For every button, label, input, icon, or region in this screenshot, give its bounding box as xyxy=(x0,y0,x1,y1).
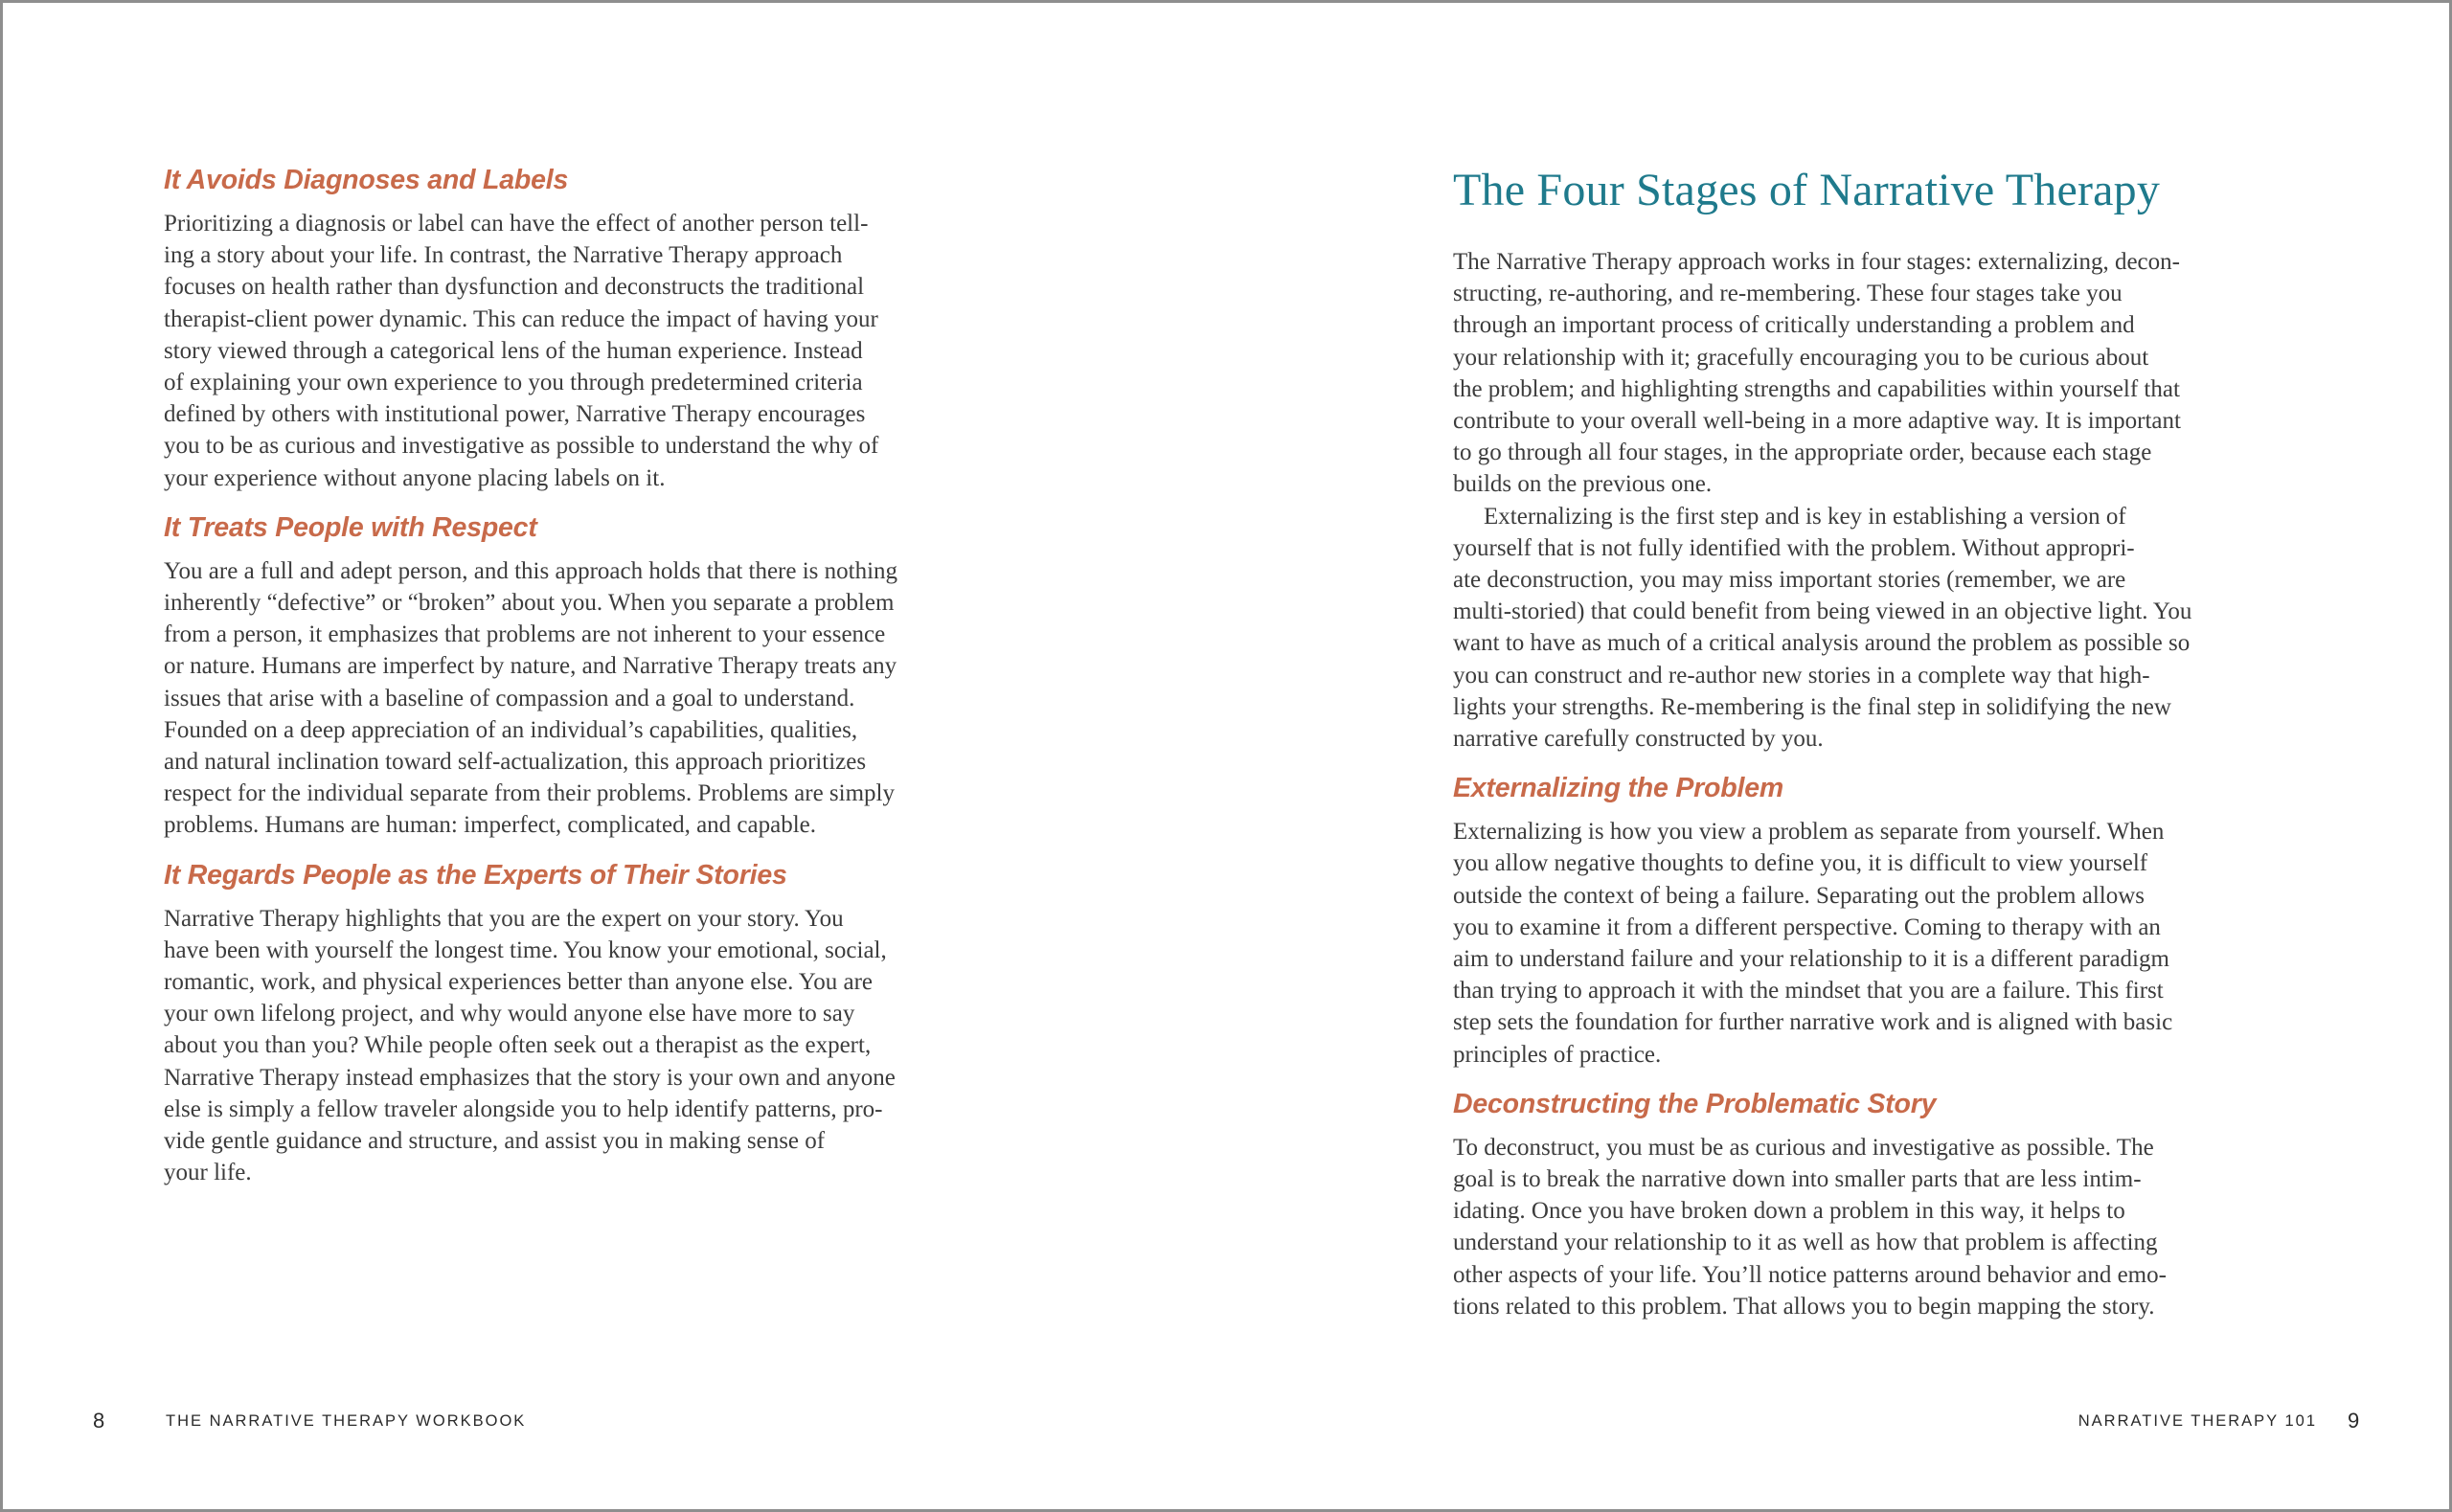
text-line: ing a story about your life. In contrast, the Narrative Therapy approach xyxy=(164,242,843,269)
text-line: structing, re-authoring, and re-membering. These four stages take you xyxy=(1453,281,2123,307)
section-heading: Deconstructing the Problematic Story xyxy=(1453,1088,1937,1119)
text-line: issues that arise with a baseline of compassion and a goal to understand. xyxy=(164,685,855,711)
text-line: vide gentle guidance and structure, and assist you in making sense of xyxy=(164,1128,826,1155)
text-line: have been with yourself the longest time. You know your emotional, social, xyxy=(164,937,887,963)
intro-section xyxy=(1453,246,2286,755)
right-page-content xyxy=(1453,160,2286,1338)
text-line: respect for the individual separate from their problems. Problems are simply xyxy=(164,780,895,807)
text-line: you can construct and re-author new stories in a complete way that high- xyxy=(1453,662,2150,688)
text-line: you to be as curious and investigative as possible to understand the why of xyxy=(164,433,879,460)
section-body xyxy=(164,208,1007,494)
text-line: You are a full and adept person, and this approach holds that there is nothing xyxy=(164,557,898,584)
section-deconstructing xyxy=(1453,1086,2286,1322)
text-line: lights your strengths. Re-membering is the final step in solidifying the new xyxy=(1453,693,2171,720)
section-heading: It Avoids Diagnoses and Labels xyxy=(164,165,569,195)
text-line: yourself that is not fully identified with the problem. Without appropri- xyxy=(1453,534,2135,561)
text-line: or nature. Humans are imperfect by nature, and Narrative Therapy treats any xyxy=(164,653,897,680)
text-line: Narrative Therapy highlights that you are the expert on your story. You xyxy=(164,905,844,932)
text-line: other aspects of your life. You’ll notice patterns around behavior and emo- xyxy=(1453,1261,2167,1288)
text-line: Narrative Therapy instead emphasizes that the story is your own and anyone xyxy=(164,1064,896,1091)
text-line: your experience without anyone placing labels on it. xyxy=(164,464,666,491)
text-line: principles of practice. xyxy=(1453,1041,1662,1068)
section-heading: It Regards People as the Experts of Their Stories xyxy=(164,859,787,891)
section-avoids-diagnoses xyxy=(164,162,1007,494)
text-line: you allow negative thoughts to define you, it is difficult to view yourself xyxy=(1453,850,2148,877)
text-line: want to have as much of a critical analysis around the problem as possible so xyxy=(1453,630,2191,657)
text-line: goal is to break the narrative down into smaller parts that are less intim- xyxy=(1453,1166,2142,1193)
intro-paragraph-1 xyxy=(1453,246,2286,501)
section-treats-people-with-respect xyxy=(164,509,1007,842)
text-line: focuses on health rather than dysfunction and deconstructs the traditional xyxy=(164,274,865,301)
left-page-content xyxy=(164,162,1007,1204)
text-line: problems. Humans are human: imperfect, complicated, and capable. xyxy=(164,812,816,839)
text-line: idating. Once you have broken down a problem in this way, it helps to xyxy=(1453,1198,2125,1225)
text-line: than trying to approach it with the mindset that you are a failure. This first xyxy=(1453,978,2164,1004)
text-line: inherently “defective” or “broken” about you. When you separate a problem xyxy=(164,590,895,617)
section-heading: Externalizing the Problem xyxy=(1453,773,1783,804)
text-line: The Narrative Therapy approach works in four stages: externalizing, decon- xyxy=(1453,249,2180,275)
text-line: Externalizing is how you view a problem as separate from yourself. When xyxy=(1453,819,2165,846)
text-line: from a person, it emphasizes that problems are not inherent to your essence xyxy=(164,621,886,648)
text-line: tions related to this problem. That allows you to begin mapping the story. xyxy=(1453,1293,2155,1320)
section-heading: It Treats People with Respect xyxy=(164,511,537,543)
text-line: step sets the foundation for further narrative work and is aligned with basic xyxy=(1453,1009,2173,1036)
text-line: the problem; and highlighting strengths and capabilities within yourself that xyxy=(1453,375,2180,402)
right-page xyxy=(1229,3,2452,1509)
text-line: Prioritizing a diagnosis or label can have the effect of another person tell- xyxy=(164,211,869,237)
text-line: else is simply a fellow traveler alongside you to help identify patterns, pro- xyxy=(164,1095,883,1122)
section-body xyxy=(164,555,1007,842)
text-line: story viewed through a categorical lens of the human experience. Instead xyxy=(164,337,863,364)
running-head-right: NARRATIVE THERAPY 101 xyxy=(2077,1412,2317,1430)
text-line: multi-storied) that could benefit from being viewed in an objective light. You xyxy=(1453,598,2192,625)
text-line: outside the context of being a failure. Separating out the problem allows xyxy=(1453,882,2146,909)
text-line: you to examine it from a different perspective. Coming to therapy with an xyxy=(1453,914,2161,940)
section-body xyxy=(1453,1132,2286,1322)
intro-paragraph-2 xyxy=(1453,501,2286,756)
running-head-left: THE NARRATIVE THERAPY WORKBOOK xyxy=(166,1412,527,1430)
text-line: Founded on a deep appreciation of an individual’s capabilities, qualities, xyxy=(164,716,858,743)
section-externalizing xyxy=(1453,770,2286,1071)
page-number-right: 9 xyxy=(2348,1409,2360,1433)
text-line: your own lifelong project, and why would anyone else have more to say xyxy=(164,1001,855,1027)
text-line: contribute to your overall well-being in a more adaptive way. It is important xyxy=(1453,408,2181,435)
section-experts-of-their-stories xyxy=(164,857,1007,1189)
text-line: aim to understand failure and your relationship to it is a different paradigm xyxy=(1453,946,2169,973)
text-line: narrative carefully constructed by you. xyxy=(1453,726,1824,753)
text-line: therapist-client power dynamic. This can reduce the impact of having your xyxy=(164,305,878,332)
section-body xyxy=(1453,816,2286,1071)
text-line: to go through all four stages, in the appropriate order, because each stage xyxy=(1453,440,2152,466)
text-line: your relationship with it; gracefully encouraging you to be curious about xyxy=(1453,344,2149,371)
left-page xyxy=(3,3,1229,1509)
text-line: of explaining your own experience to you through predetermined criteria xyxy=(164,370,863,396)
text-line: understand your relationship to it as well as how that problem is affecting xyxy=(1453,1230,2158,1256)
text-line: ate deconstruction, you may miss important stories (remember, we are xyxy=(1453,567,2126,594)
section-body xyxy=(164,903,1007,1189)
text-line: To deconstruct, you must be as curious and investigative as possible. The xyxy=(1453,1134,2154,1161)
text-line: builds on the previous one. xyxy=(1453,471,1713,498)
text-line: through an important process of critically understanding a problem and xyxy=(1453,312,2135,339)
text-line: romantic, work, and physical experiences better than anyone else. You are xyxy=(164,969,874,996)
text-line: and natural inclination toward self-actualization, this approach prioritizes xyxy=(164,749,867,776)
chapter-title: The Four Stages of Narrative Therapy xyxy=(1453,165,2161,215)
text-line: Externalizing is the first step and is key in establishing a version of xyxy=(1484,503,2126,530)
text-line: about you than you? While people often seek out a therapist as the expert, xyxy=(164,1032,872,1059)
page-number-left: 8 xyxy=(93,1409,105,1433)
text-line: defined by others with institutional power, Narrative Therapy encourages xyxy=(164,401,866,428)
text-line: your life. xyxy=(164,1160,252,1186)
